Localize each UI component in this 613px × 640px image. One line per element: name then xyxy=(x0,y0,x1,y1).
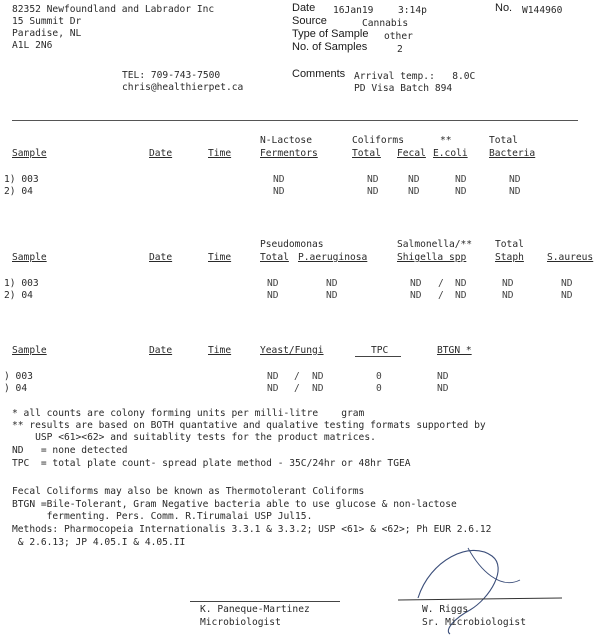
table-cell: ND xyxy=(509,186,521,197)
footnote-line: BTGN =Bile-Tolerant, Gram Negative bacteria able to use glucose & non-lactose xyxy=(12,499,457,510)
coliforms-header-top: Coliforms xyxy=(352,135,404,146)
sample-count-label: No. of Samples xyxy=(292,41,368,53)
table-cell: / xyxy=(438,290,444,301)
table-row: 1) 003 xyxy=(4,174,39,185)
staph-header: Staph xyxy=(495,252,524,263)
footnote-line: Methods: Pharmocopeia Internationalis 3.3.1 & 3.3.2; USP <61> & <62>; Ph EUR 2.6.12 xyxy=(12,524,492,535)
table-cell: ND xyxy=(326,278,338,289)
time-header: Time xyxy=(208,252,232,263)
table-cell: ND xyxy=(502,278,514,289)
table-cell: ND xyxy=(410,290,422,301)
table-cell: 0 xyxy=(376,371,382,382)
date-header: Date xyxy=(149,252,173,263)
report-number-value: W144960 xyxy=(522,5,563,16)
total-bacteria-header-top: Total xyxy=(489,135,518,146)
coliforms-total-header: Total xyxy=(352,148,381,159)
table-cell: ND xyxy=(267,383,279,394)
client-email: chris@healthierpet.ca xyxy=(122,82,244,93)
footnote-line: ND = none detected xyxy=(12,445,128,456)
footnote-line: * all counts are colony forming units per milli-litre gram xyxy=(12,408,365,419)
table-cell: ND xyxy=(437,371,449,382)
table-cell: ND xyxy=(267,278,279,289)
footnote-line: Fecal Coliforms may also be known as Thermotolerant Coliforms xyxy=(12,486,365,497)
table-cell: ND xyxy=(273,186,285,197)
table-cell: ND xyxy=(410,278,422,289)
table-cell: ND xyxy=(267,371,279,382)
table-cell: ND xyxy=(437,383,449,394)
time-header: Time xyxy=(208,345,232,356)
table-cell: ND xyxy=(455,278,467,289)
table-cell: ND xyxy=(455,186,467,197)
table-cell: ND xyxy=(455,290,467,301)
footnote-line: ** results are based on BOTH quantative and qualative testing formats supported by xyxy=(12,420,486,431)
date-header: Date xyxy=(149,345,173,356)
pseudomonas-total-header: Total xyxy=(260,252,289,263)
ecoli-header-top: ** xyxy=(440,135,452,146)
table-row: ) 003 xyxy=(4,371,33,382)
nlactose-header: Fermentors xyxy=(260,148,318,159)
time-header: Time xyxy=(208,148,232,159)
table-cell: ND xyxy=(455,174,467,185)
p-aeruginosa-header: P.aeruginosa xyxy=(298,252,368,263)
sample-header: Sample xyxy=(12,252,47,263)
table-cell: ND xyxy=(267,290,279,301)
sample-count-value: 2 xyxy=(397,44,403,55)
table-row: ) 04 xyxy=(4,383,28,394)
yeast-fungi-header: Yeast/Fungi xyxy=(260,345,324,356)
nlactose-header-top: N-Lactose xyxy=(260,135,312,146)
salmonella-header-top: Salmonella/** xyxy=(397,239,473,250)
date-header: Date xyxy=(149,148,173,159)
table-cell: ND xyxy=(561,290,573,301)
coliforms-fecal-header: Fecal xyxy=(397,148,426,159)
table-row: 2) 04 xyxy=(4,186,33,197)
table-cell: ND xyxy=(502,290,514,301)
source-value: Cannabis xyxy=(362,18,409,29)
staph-header-top: Total xyxy=(495,239,524,250)
comments-label: Comments xyxy=(292,68,346,80)
table-cell: ND xyxy=(367,174,379,185)
footnote-line: USP <61><62> and suitablity tests for the product matrices. xyxy=(12,432,376,443)
ecoli-header: E.coli xyxy=(433,148,468,159)
client-street: 15 Summit Dr xyxy=(12,16,82,27)
s-aureus-header: S.aureus xyxy=(547,252,594,263)
tpc-header: TPC xyxy=(371,345,389,356)
source-label: Source xyxy=(292,15,327,27)
table-cell: ND xyxy=(561,278,573,289)
time-value: 3:14p xyxy=(398,5,427,16)
table-cell: ND xyxy=(312,383,324,394)
signatory-right-title: Sr. Microbiologist xyxy=(422,617,526,628)
pseudomonas-header-top: Pseudomonas xyxy=(260,239,324,250)
client-phone: TEL: 709-743-7500 xyxy=(122,70,221,81)
table-cell: ND xyxy=(367,186,379,197)
signatory-left-name: K. Paneque-Martinez xyxy=(200,604,310,615)
table-cell: ND xyxy=(273,174,285,185)
signatory-left-title: Microbiologist xyxy=(200,617,281,628)
client-city: Paradise, NL xyxy=(12,28,82,39)
comments-line-2: PD Visa Batch 894 xyxy=(354,83,453,94)
table-cell: ND xyxy=(509,174,521,185)
sample-header: Sample xyxy=(12,345,47,356)
table-cell: ND xyxy=(408,174,420,185)
total-bacteria-header: Bacteria xyxy=(489,148,536,159)
client-name: 82352 Newfoundland and Labrador Inc xyxy=(12,4,215,15)
table-row: 2) 04 xyxy=(4,290,33,301)
sample-header: Sample xyxy=(12,148,47,159)
table-cell: ND xyxy=(312,371,324,382)
footnote-line: TPC = total plate count- spread plate method - 35C/24hr or 48hr TGEA xyxy=(12,458,411,469)
date-label: Date xyxy=(292,2,316,14)
comments-line-1: Arrival temp.: 8.0C xyxy=(354,71,476,82)
sample-type-value: other xyxy=(384,31,413,42)
sample-type-label: Type of Sample xyxy=(292,28,369,40)
footnote-line: fermenting. Pers. Comm. R.Tirumalai USP Jul15. xyxy=(12,511,313,522)
table-cell: 0 xyxy=(376,383,382,394)
table-cell: / xyxy=(294,371,300,382)
date-value: 16Jan19 xyxy=(333,5,374,16)
table-row: 1) 003 xyxy=(4,278,39,289)
footnote-line: & 2.6.13; JP 4.05.I & 4.05.II xyxy=(12,537,186,548)
signatory-right-name: W. Riggs xyxy=(422,604,469,615)
shigella-header: Shigella spp xyxy=(397,252,467,263)
table-cell: ND xyxy=(326,290,338,301)
btgn-header: BTGN * xyxy=(437,345,472,356)
table-cell: / xyxy=(294,383,300,394)
table-cell: / xyxy=(438,278,444,289)
table-cell: ND xyxy=(408,186,420,197)
report-number-label: No. xyxy=(495,2,513,14)
client-postal: A1L 2N6 xyxy=(12,40,53,51)
